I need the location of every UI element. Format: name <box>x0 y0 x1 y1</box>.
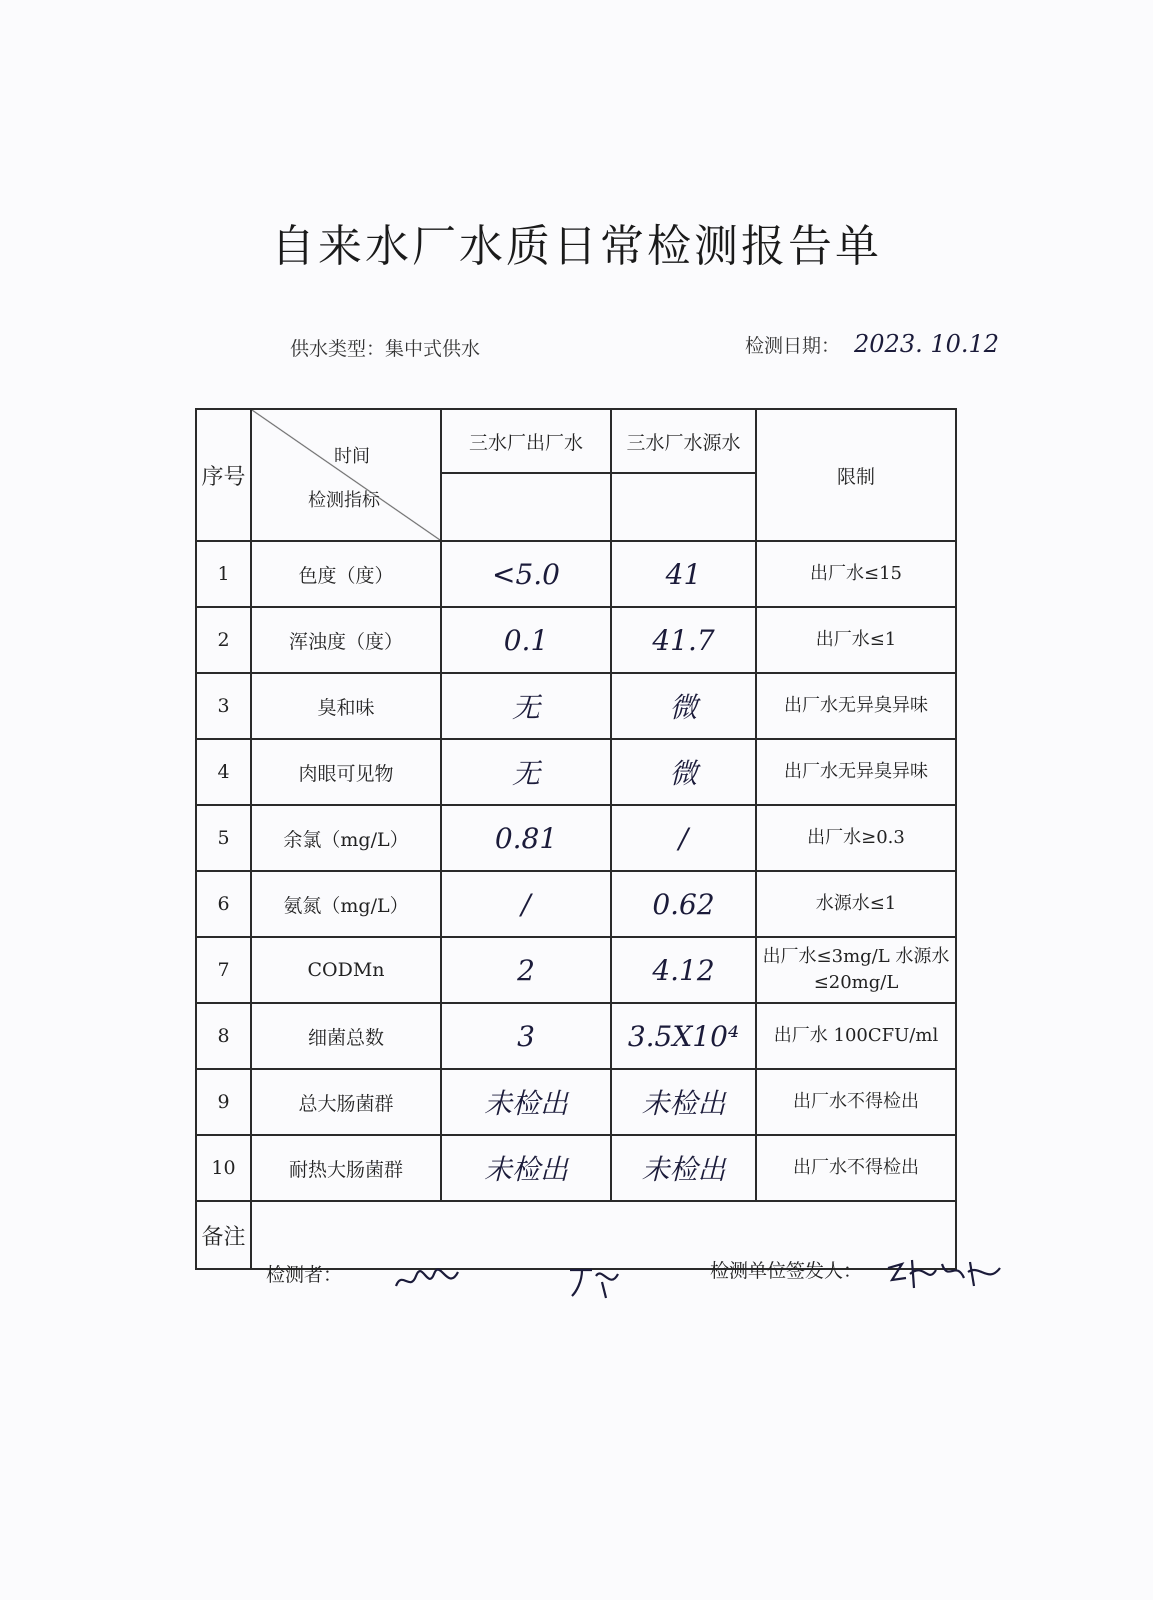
supply-type <box>290 334 480 361</box>
row-value-out: <5.0 <box>441 541 611 607</box>
row-indicator: 臭和味 <box>251 673 441 739</box>
row-value-src: 4.12 <box>611 937 756 1003</box>
row-no: 8 <box>196 1003 251 1069</box>
row-no: 1 <box>196 541 251 607</box>
row-value-out: 0.81 <box>441 805 611 871</box>
tester-signature-1 <box>392 1262 462 1305</box>
row-value-out: 未检出 <box>441 1135 611 1201</box>
row-value-out: 无 <box>441 739 611 805</box>
header-row <box>196 409 956 473</box>
table-row <box>196 805 956 871</box>
row-limit: 出厂水无异臭异味 <box>756 739 956 805</box>
table-row <box>196 541 956 607</box>
table-row <box>196 607 956 673</box>
table-row <box>196 1069 956 1135</box>
header-col2: 三水厂水源水 <box>611 409 756 473</box>
header-indicator: 检测指标 <box>308 490 380 511</box>
table-row <box>196 739 956 805</box>
row-indicator: 色度（度） <box>251 541 441 607</box>
remark-label: 备注 <box>196 1201 251 1269</box>
table-row <box>196 1003 956 1069</box>
row-limit: 出厂水 100CFU/ml <box>756 1003 956 1069</box>
header-col2-sub <box>611 473 756 541</box>
table-row <box>196 937 956 1003</box>
row-no: 7 <box>196 937 251 1003</box>
test-date-label: 检测日期： <box>745 335 841 357</box>
row-value-src: 未检出 <box>611 1135 756 1201</box>
row-value-src: 微 <box>611 739 756 805</box>
supply-type-value: 集中式供水 <box>385 338 481 360</box>
row-value-src: 微 <box>611 673 756 739</box>
row-limit: 出厂水无异臭异味 <box>756 673 956 739</box>
row-indicator: CODMn <box>251 937 441 1003</box>
row-limit: 出厂水≤15 <box>756 541 956 607</box>
row-value-src: 未检出 <box>611 1069 756 1135</box>
header-seq: 序号 <box>196 409 251 541</box>
row-indicator: 细菌总数 <box>251 1003 441 1069</box>
row-value-src: 0.62 <box>611 871 756 937</box>
page-title: 自来水厂水质日常检测报告单 <box>271 221 882 272</box>
row-value-out: 3 <box>441 1003 611 1069</box>
row-limit: 出厂水≤1 <box>756 607 956 673</box>
table-row <box>196 871 956 937</box>
table-row <box>196 1135 956 1201</box>
row-no: 6 <box>196 871 251 937</box>
supply-type-label: 供水类型： <box>290 338 386 360</box>
row-indicator: 肉眼可见物 <box>251 739 441 805</box>
header-limit: 限制 <box>756 409 956 541</box>
row-indicator: 浑浊度（度） <box>251 607 441 673</box>
row-indicator: 耐热大肠菌群 <box>251 1135 441 1201</box>
row-indicator: 余氯（mg/L） <box>251 805 441 871</box>
report-table <box>195 408 957 1270</box>
row-limit: 水源水≤1 <box>756 871 956 937</box>
row-no: 4 <box>196 739 251 805</box>
row-no: 10 <box>196 1135 251 1201</box>
row-limit: 出厂水不得检出 <box>756 1069 956 1135</box>
header-time: 时间 <box>334 446 370 467</box>
row-no: 9 <box>196 1069 251 1135</box>
signer-label: 检测单位签发人： <box>710 1260 863 1282</box>
tester-signature-2 <box>566 1262 622 1309</box>
header-col1-sub <box>441 473 611 541</box>
row-value-src: / <box>611 805 756 871</box>
header-diagonal <box>251 409 441 541</box>
row-value-out: 未检出 <box>441 1069 611 1135</box>
row-indicator: 氨氮（mg/L） <box>251 871 441 937</box>
row-limit: 出厂水≤3mg/L 水源水≤20mg/L <box>756 937 956 1003</box>
row-value-out: 0.1 <box>441 607 611 673</box>
row-no: 2 <box>196 607 251 673</box>
test-date <box>745 330 999 358</box>
tester-label: 检测者： <box>266 1264 343 1286</box>
table-row <box>196 673 956 739</box>
row-no: 3 <box>196 673 251 739</box>
row-limit: 出厂水≥0.3 <box>756 805 956 871</box>
test-date-value: 2023. 10.12 <box>854 330 1000 358</box>
row-value-out: 无 <box>441 673 611 739</box>
row-indicator: 总大肠菌群 <box>251 1069 441 1135</box>
row-value-src: 41 <box>611 541 756 607</box>
row-value-out: / <box>441 871 611 937</box>
row-value-src: 41.7 <box>611 607 756 673</box>
row-limit: 出厂水不得检出 <box>756 1135 956 1201</box>
signer-signature <box>884 1254 1004 1301</box>
row-value-src: 3.5X10⁴ <box>611 1003 756 1069</box>
row-value-out: 2 <box>441 937 611 1003</box>
header-col1: 三水厂出厂水 <box>441 409 611 473</box>
row-no: 5 <box>196 805 251 871</box>
